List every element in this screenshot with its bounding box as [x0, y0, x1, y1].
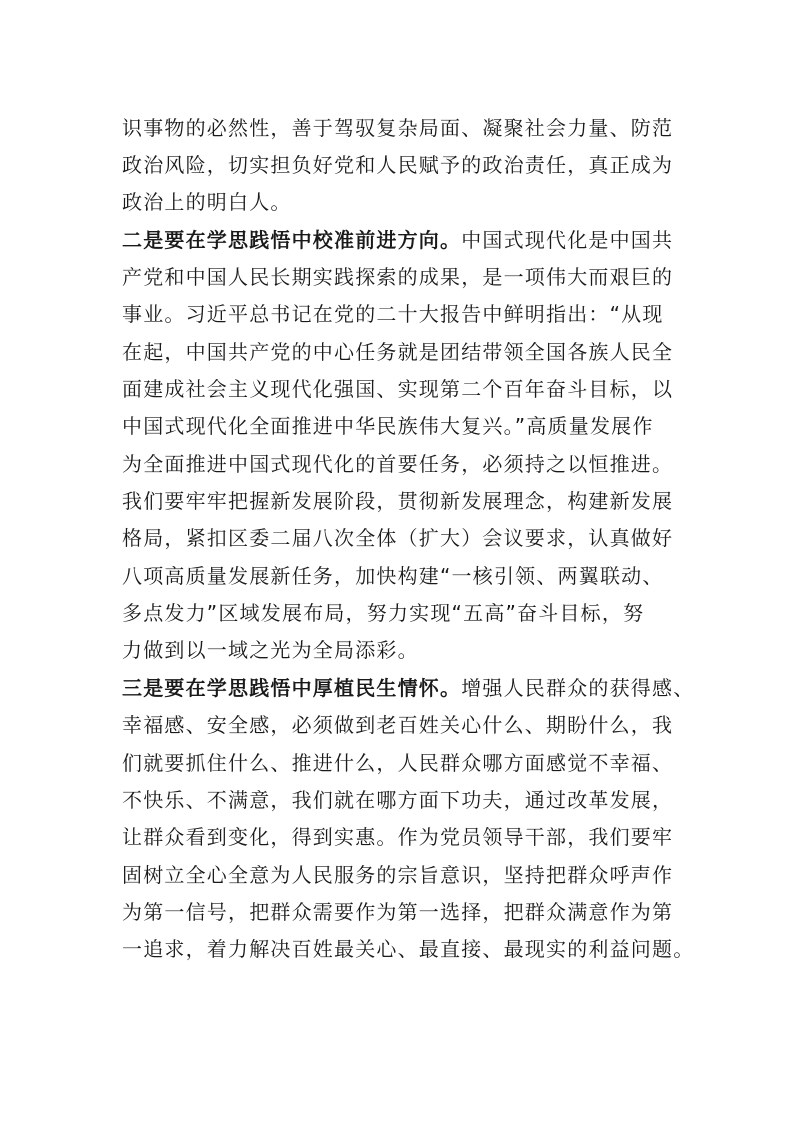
paragraph-2-line-3: 事业。习近平总书记在党的二十大报告中鲜明指出：“从现 [122, 302, 664, 326]
paragraph-2-line-9: 格局，紧扣区委二届八次全体（扩大）会议要求，认真做好 [122, 526, 674, 550]
paragraph-2-heading: 二是要在学思践悟中校准前进方向。 [122, 228, 462, 252]
paragraph-1-line-1: 识事物的必然性，善于驾驭复杂局面、凝聚社会力量、防范 [122, 116, 674, 140]
paragraph-3-line-5: 让群众看到变化，得到实惠。作为党员领导干部，我们要牢 [122, 825, 674, 849]
paragraph-2-line-8: 我们要牢牢把握新发展阶段，贯彻新发展理念，构建新发展 [122, 489, 674, 513]
paragraph-2-line-10: 八项高质量发展新任务，加快构建“一核引领、两翼联动、 [122, 564, 664, 588]
paragraph-1-line-3: 政治上的明白人。 [122, 190, 292, 214]
paragraph-3-line-1 [122, 668, 695, 708]
paragraph-3-line-3: 们就要抓住什么、推进什么，人民群众哪方面感觉不幸福、 [122, 751, 674, 775]
paragraph-3-line-8: 一追求，着力解决百姓最关心、最直接、最现实的利益问题。 [122, 937, 695, 961]
paragraph-2-line-4: 在起，中国共产党的中心任务就是团结带领全国各族人民全 [122, 340, 674, 364]
paragraph-2-line-6: 中国式现代化全面推进中华民族伟大复兴。”高质量发展作 [122, 414, 654, 438]
paragraph-2-line-5: 面建成社会主义现代化强国、实现第二个百年奋斗目标，以 [122, 377, 674, 401]
paragraph-3-line-7: 为第一信号，把群众需要作为第一选择，把群众满意作为第 [122, 900, 674, 924]
paragraph-2-first-line-text: 中国式现代化是中国共 [461, 228, 674, 252]
paragraph-2-line-7: 为全面推进中国式现代化的首要任务，必须持之以恒推进。 [122, 452, 674, 476]
paragraph-2-line-1 [122, 220, 682, 260]
paragraph-3-heading: 三是要在学思践悟中厚植民生情怀。 [122, 676, 462, 700]
paragraph-1-line-2: 政治风险，切实担负好党和人民赋予的政治责任，真正成为 [122, 153, 674, 177]
paragraph-2-line-2: 产党和中国人民长期实践探索的成果，是一项伟大而艰巨的 [122, 265, 674, 289]
paragraph-3-line-2: 幸福感、安全感，必须做到老百姓关心什么、期盼什么，我 [122, 713, 674, 737]
paragraph-3-line-6: 固树立全心全意为人民服务的宗旨意识，坚持把群众呼声作 [122, 863, 674, 887]
paragraph-2-line-12: 力做到以一域之光为全局添彩。 [122, 638, 419, 662]
paragraph-3-line-4: 不快乐、不满意，我们就在哪方面下功夫，通过改革发展， [122, 788, 674, 812]
paragraph-3-first-line-text: 增强人民群众的获得感、 [461, 676, 695, 700]
paragraph-2-line-11: 多点发力”区域发展布局，努力实现“五高”奋斗目标，努 [122, 601, 645, 625]
